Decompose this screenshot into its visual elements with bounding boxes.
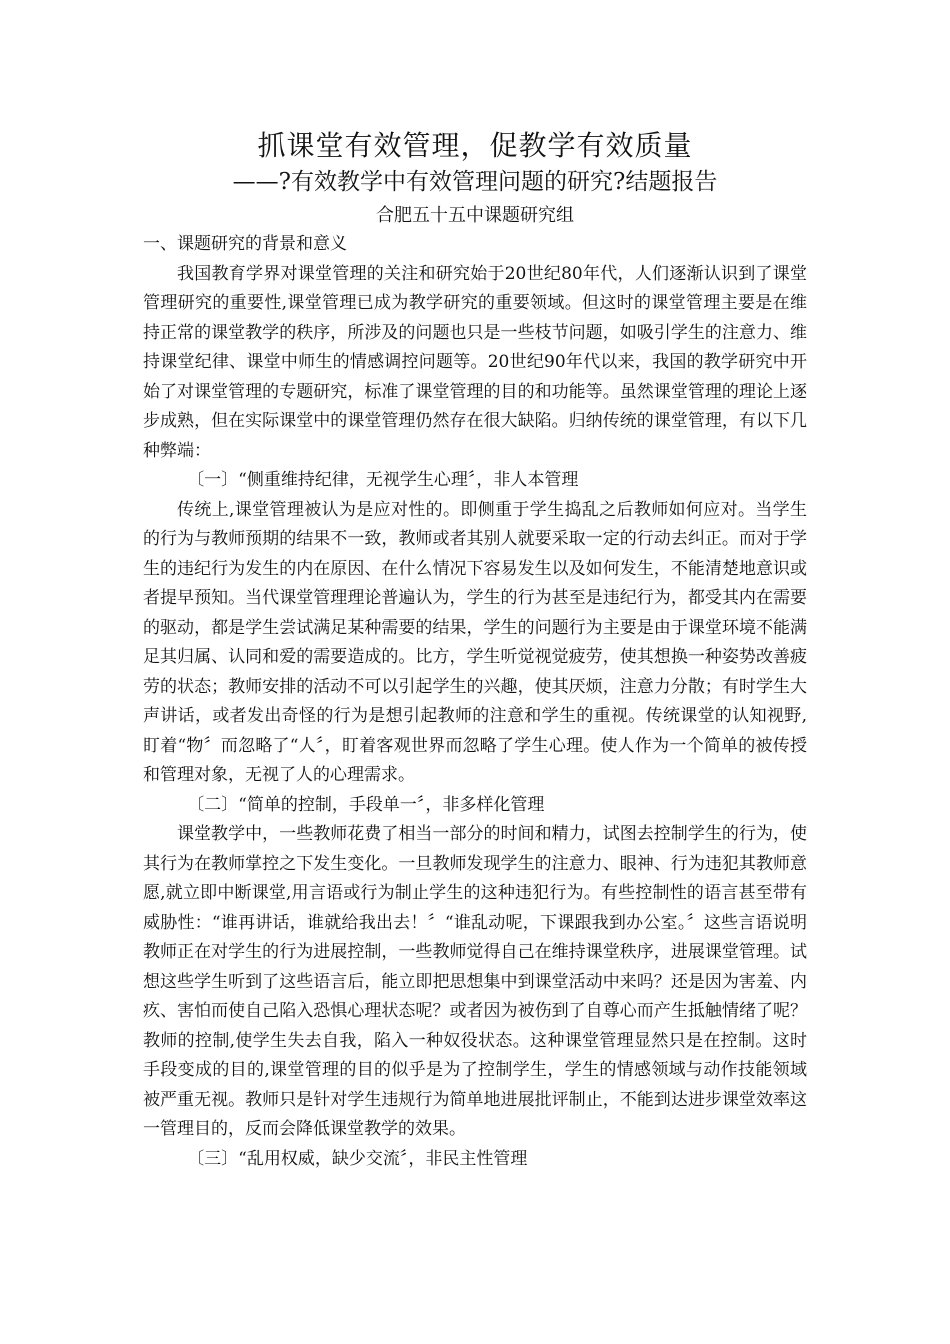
subheading-two: 〔二〕“简单的控制，手段单一〞，非多样化管理 (187, 794, 545, 815)
document-body (143, 230, 807, 1174)
paragraph-simple-control: 课堂教学中，一些教师花费了相当一部分的时间和精力，试图去控制学生的行为，使其行为在教师掌控之下发生变化。一旦教师发现学生的注意力、眼神、行为违犯其教师意愿,就立即中断课堂,用言语或行为制止学生的这种违犯行为。有些控制性的语言甚至带有威胁性：“谁再讲话，谁就给我出去！〞“谁乱动呢，下课跟我到办公室。〞这些言语说明教师正在对学生的行为进展控制，一些教师觉得自己在维持课堂秩序，进展课堂管理。试想这些学生听到了这些语言后，能立即把思想集中到课堂活动中来吗？还是因为害羞、内疚、害怕而使自己陷入恐惧心理状态呢？或者因为被伤到了自尊心而产生抵触情绪了呢？教师的控制,使学生失去自我，陷入一种奴役状态。这种课堂管理显然只是在控制。这时手段变成的目的,课堂管理的目的似乎是为了控制学生，学生的情感领域与动作技能领域被严重无视。教师只是针对学生违规行为简单地进展批评制止，不能到达进步课堂效率这一管理目的，反而会降低课堂教学的效果。 (143, 824, 807, 1139)
section-heading: 一、课题研究的背景和意义 (143, 234, 347, 254)
subheading-one: 〔一〕“侧重维持纪律，无视学生心理〞，非人本管理 (187, 470, 579, 490)
paragraph-non-humanistic: 传统上,课堂管理被认为是应对性的。即侧重于学生捣乱之后教师如何应对。当学生的行为与教师预期的结果不一致，教师或者其别人就要采取一定的行动去纠正。而对于学生的违纪行为发生的内在原因、在什么情况下容易发生以及如何发生，不能清楚地意识或者提早预知。当代课堂管理理论普遍认为，学生的行为甚至是违纪行为，都受其内在需要的驱动，都是学生尝试满足某种需要的结果，学生的问题行为主要是由于课堂环境不能满足其归属、认同和爱的需要造成的。比方，学生听觉视觉疲劳，使其想换一种姿势改善疲劳的状态；教师安排的活动不可以引起学生的兴趣，使其厌烦，注意力分散；有时学生大声讲话，或者发出奇怪的行为是想引起教师的注意和学生的重视。传统课堂的认知视野,盯着“物〞而忽略了“人〞，盯着客观世界而忽略了学生心理。使人作为一个简单的被传授和管理对象，无视了人的心理需求。 (143, 499, 807, 785)
document-title: 抓课堂有效管理，促教学有效质量 (257, 129, 693, 162)
paragraph-background: 我国教育学界对课堂管理的关注和研究始于20世纪80年代，人们逐渐认识到了课堂管理研究的重要性,课堂管理已成为教学研究的重要领域。但这时的课堂管理主要是在维持正常的课堂教学的秩序，所涉及的问题也只是一些枝节问题，如吸引学生的注意力、维持课堂纪律、课堂中师生的情感调控问题等。20世纪90年代以来，我国的教学研究中开始了对课堂管理的专题研究，标准了课堂管理的目的和功能等。虽然课堂管理的理论上逐步成熟，但在实际课堂中的课堂管理仍然存在很大缺陷。归纳传统的课堂管理，有以下几种弊端： (143, 263, 807, 461)
research-group-name: 合肥五十五中课题研究组 (376, 205, 574, 226)
subheading-three: 〔三〕“乱用权威，缺少交流〞，非民主性管理 (187, 1148, 528, 1169)
document-subtitle: ——?有效教学中有效管理问题的研究?结题报告 (232, 169, 718, 195)
